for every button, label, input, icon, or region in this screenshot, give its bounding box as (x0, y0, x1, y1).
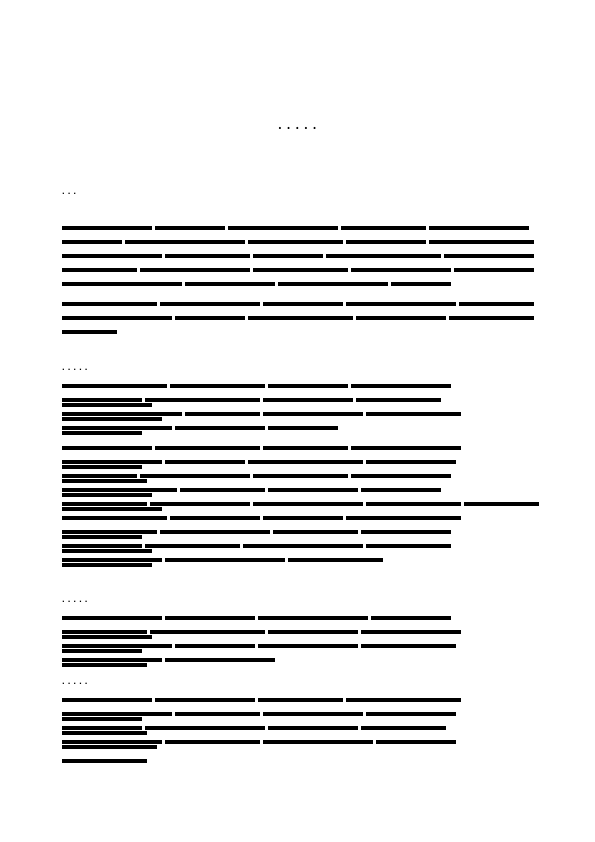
text-line (62, 412, 542, 418)
text-line (62, 630, 542, 636)
text-line (62, 330, 142, 336)
text-line (62, 384, 542, 390)
text-line (62, 544, 542, 550)
text-line (62, 558, 412, 564)
text-line (62, 474, 542, 480)
text-line (62, 426, 362, 432)
text-line (62, 226, 542, 232)
text-line (62, 530, 542, 536)
text-line (62, 502, 542, 508)
text-line (62, 316, 542, 322)
text-line (62, 726, 542, 732)
text-line (62, 282, 462, 288)
text-line (62, 488, 542, 494)
text-line (62, 302, 542, 308)
text-line (62, 398, 542, 404)
text-line (62, 268, 542, 274)
text-line (62, 644, 542, 650)
text-line (62, 616, 542, 622)
text-line (62, 254, 542, 260)
section-heading-3: · · · · · (62, 598, 88, 606)
text-line (62, 240, 542, 246)
text-line (62, 712, 542, 718)
section-heading-2: · · · · · (62, 366, 88, 374)
text-line (62, 698, 542, 704)
section-heading-4: · · · · · (62, 680, 88, 688)
section-heading-intro: · · · (62, 190, 77, 198)
text-line (62, 516, 542, 522)
text-line (62, 658, 302, 664)
text-line (62, 446, 542, 452)
document-title: · · · · · (278, 122, 317, 135)
text-line (62, 460, 542, 466)
text-line (62, 740, 542, 746)
